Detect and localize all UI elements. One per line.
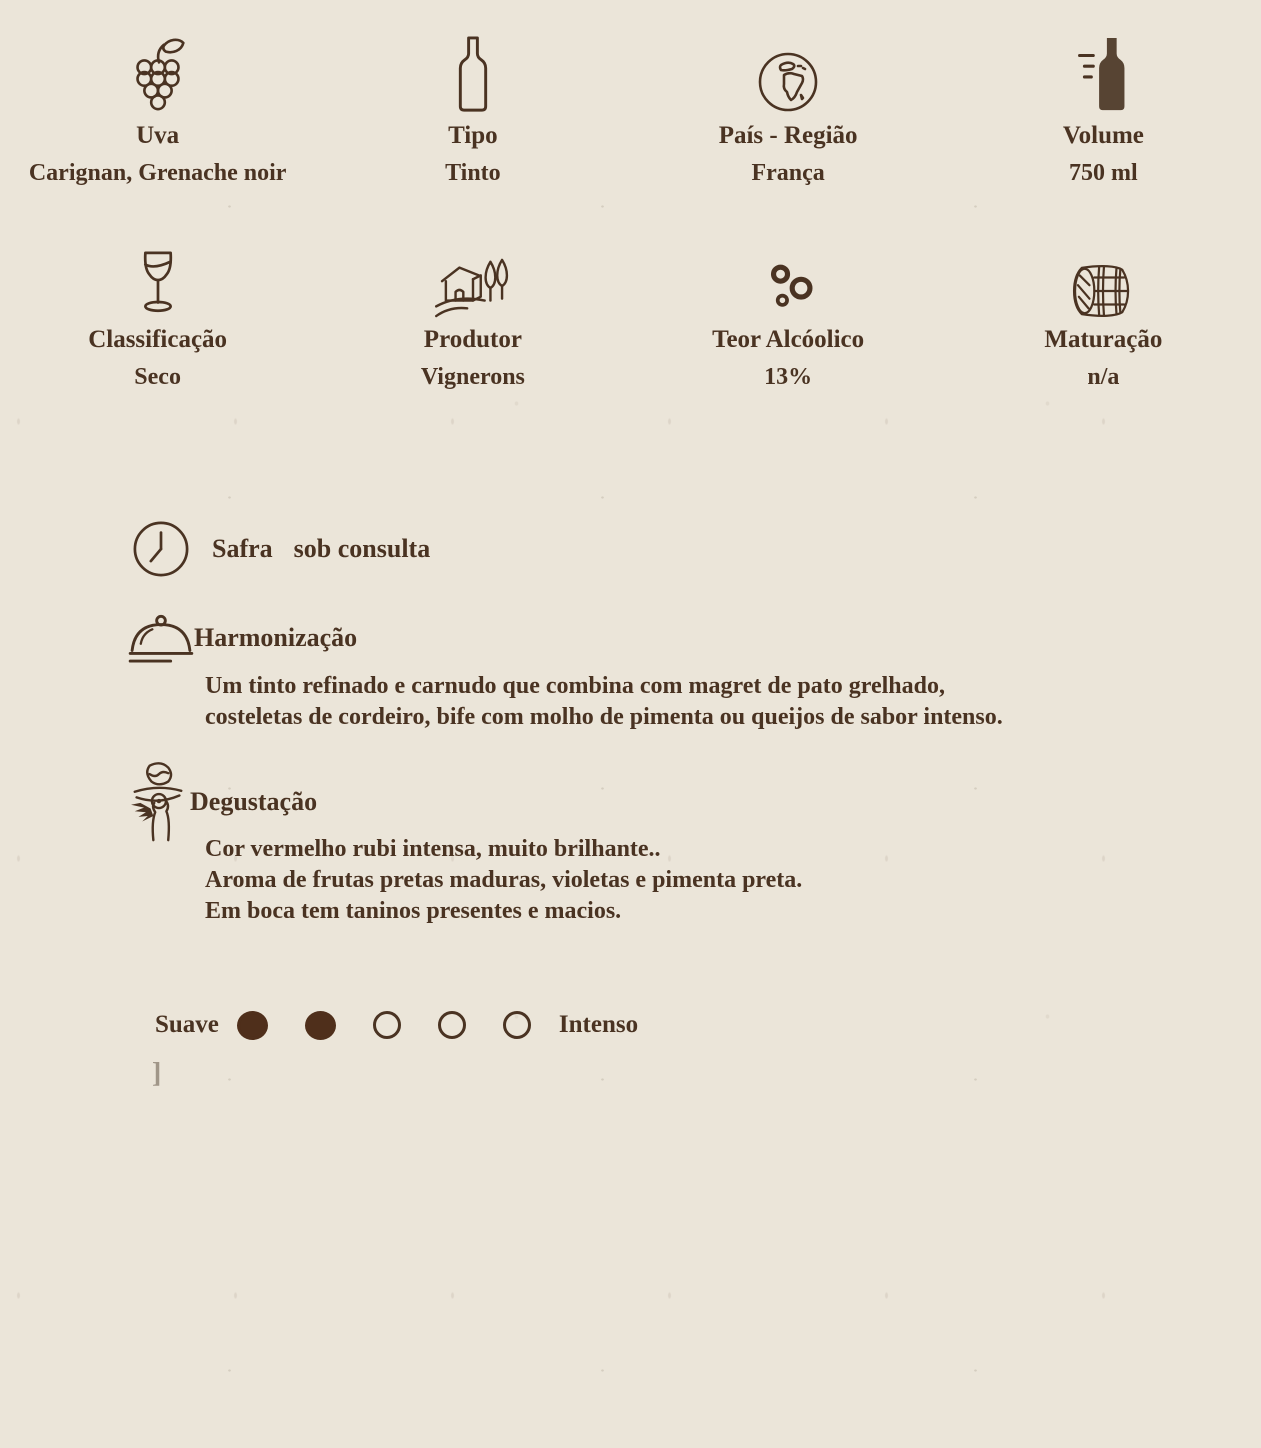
spec-maturation — [946, 252, 1261, 391]
intensity-left-label: Suave — [155, 1011, 219, 1038]
spec-label: Teor Alcóolico — [712, 326, 865, 353]
stray-bracket-mark: ] — [152, 1058, 162, 1089]
spec-label: Uva — [136, 122, 180, 149]
tasting-text-line: Aroma de frutas pretas maduras, violetas e pimenta preta. — [205, 867, 803, 893]
clock-icon — [132, 520, 190, 578]
spec-producer — [315, 252, 630, 391]
grapes-icon — [125, 38, 191, 114]
spec-grape — [0, 34, 315, 187]
intensity-scale — [155, 1004, 638, 1046]
barrel-icon — [1066, 264, 1140, 318]
spec-label: País - Região — [718, 122, 858, 149]
spec-value: França — [751, 159, 825, 186]
pairing-section — [128, 612, 1003, 733]
spec-volume — [946, 34, 1261, 187]
tasting-section — [126, 762, 802, 927]
safra-value: sob consulta — [293, 534, 431, 563]
pairing-title: Harmonização — [194, 623, 358, 652]
bubbles-icon — [760, 262, 816, 318]
spec-value: Seco — [134, 363, 181, 390]
wine-glass-icon — [130, 250, 186, 318]
spec-type — [315, 34, 630, 187]
cloche-icon — [128, 612, 194, 664]
spec-row-bottom — [0, 252, 1261, 391]
spec-value: 750 ml — [1069, 159, 1138, 186]
spec-label: Produtor — [423, 326, 522, 353]
sommelier-icon — [126, 762, 190, 842]
pairing-text-line: Um tinto refinado e carnudo que combina com magret de pato grelhado, — [205, 673, 945, 699]
spec-label: Tipo — [448, 122, 498, 149]
spec-row-top — [0, 34, 1261, 187]
spec-classification — [0, 252, 315, 391]
spec-value: Carignan, Grenache noir — [28, 159, 287, 186]
spec-value: 13% — [764, 363, 813, 390]
tasting-title: Degustação — [190, 787, 318, 816]
intensity-dot — [237, 1011, 268, 1040]
spec-value: Vignerons — [420, 363, 525, 390]
spec-label: Volume — [1062, 122, 1144, 149]
safra-label: Safra — [212, 534, 273, 563]
spec-value: Tinto — [445, 159, 501, 186]
spec-value: n/a — [1087, 363, 1120, 390]
spec-label: Classificação — [88, 326, 228, 353]
tasting-text-line: Em boca tem taninos presentes e macios. — [205, 898, 622, 924]
spec-alcohol — [631, 252, 946, 391]
spec-region — [631, 34, 946, 187]
globe-icon — [756, 50, 820, 114]
wine-bottle-icon — [455, 36, 491, 114]
intensity-dot — [305, 1011, 336, 1040]
intensity-dot — [438, 1011, 466, 1039]
tasting-text-line: Cor vermelho rubi intensa, muito brilhante.. — [205, 836, 661, 862]
spec-label: Maturação — [1044, 326, 1163, 353]
pairing-text-line: costeletas de cordeiro, bife com molho de pimenta ou queijos de sabor intenso. — [205, 704, 1003, 730]
intensity-right-label: Intenso — [558, 1011, 639, 1038]
safra-row — [132, 520, 430, 578]
intensity-dots — [237, 1011, 531, 1040]
intensity-dot — [373, 1011, 401, 1039]
winery-icon — [433, 256, 513, 318]
volume-bottle-icon — [1077, 36, 1129, 114]
intensity-dot — [503, 1011, 531, 1039]
